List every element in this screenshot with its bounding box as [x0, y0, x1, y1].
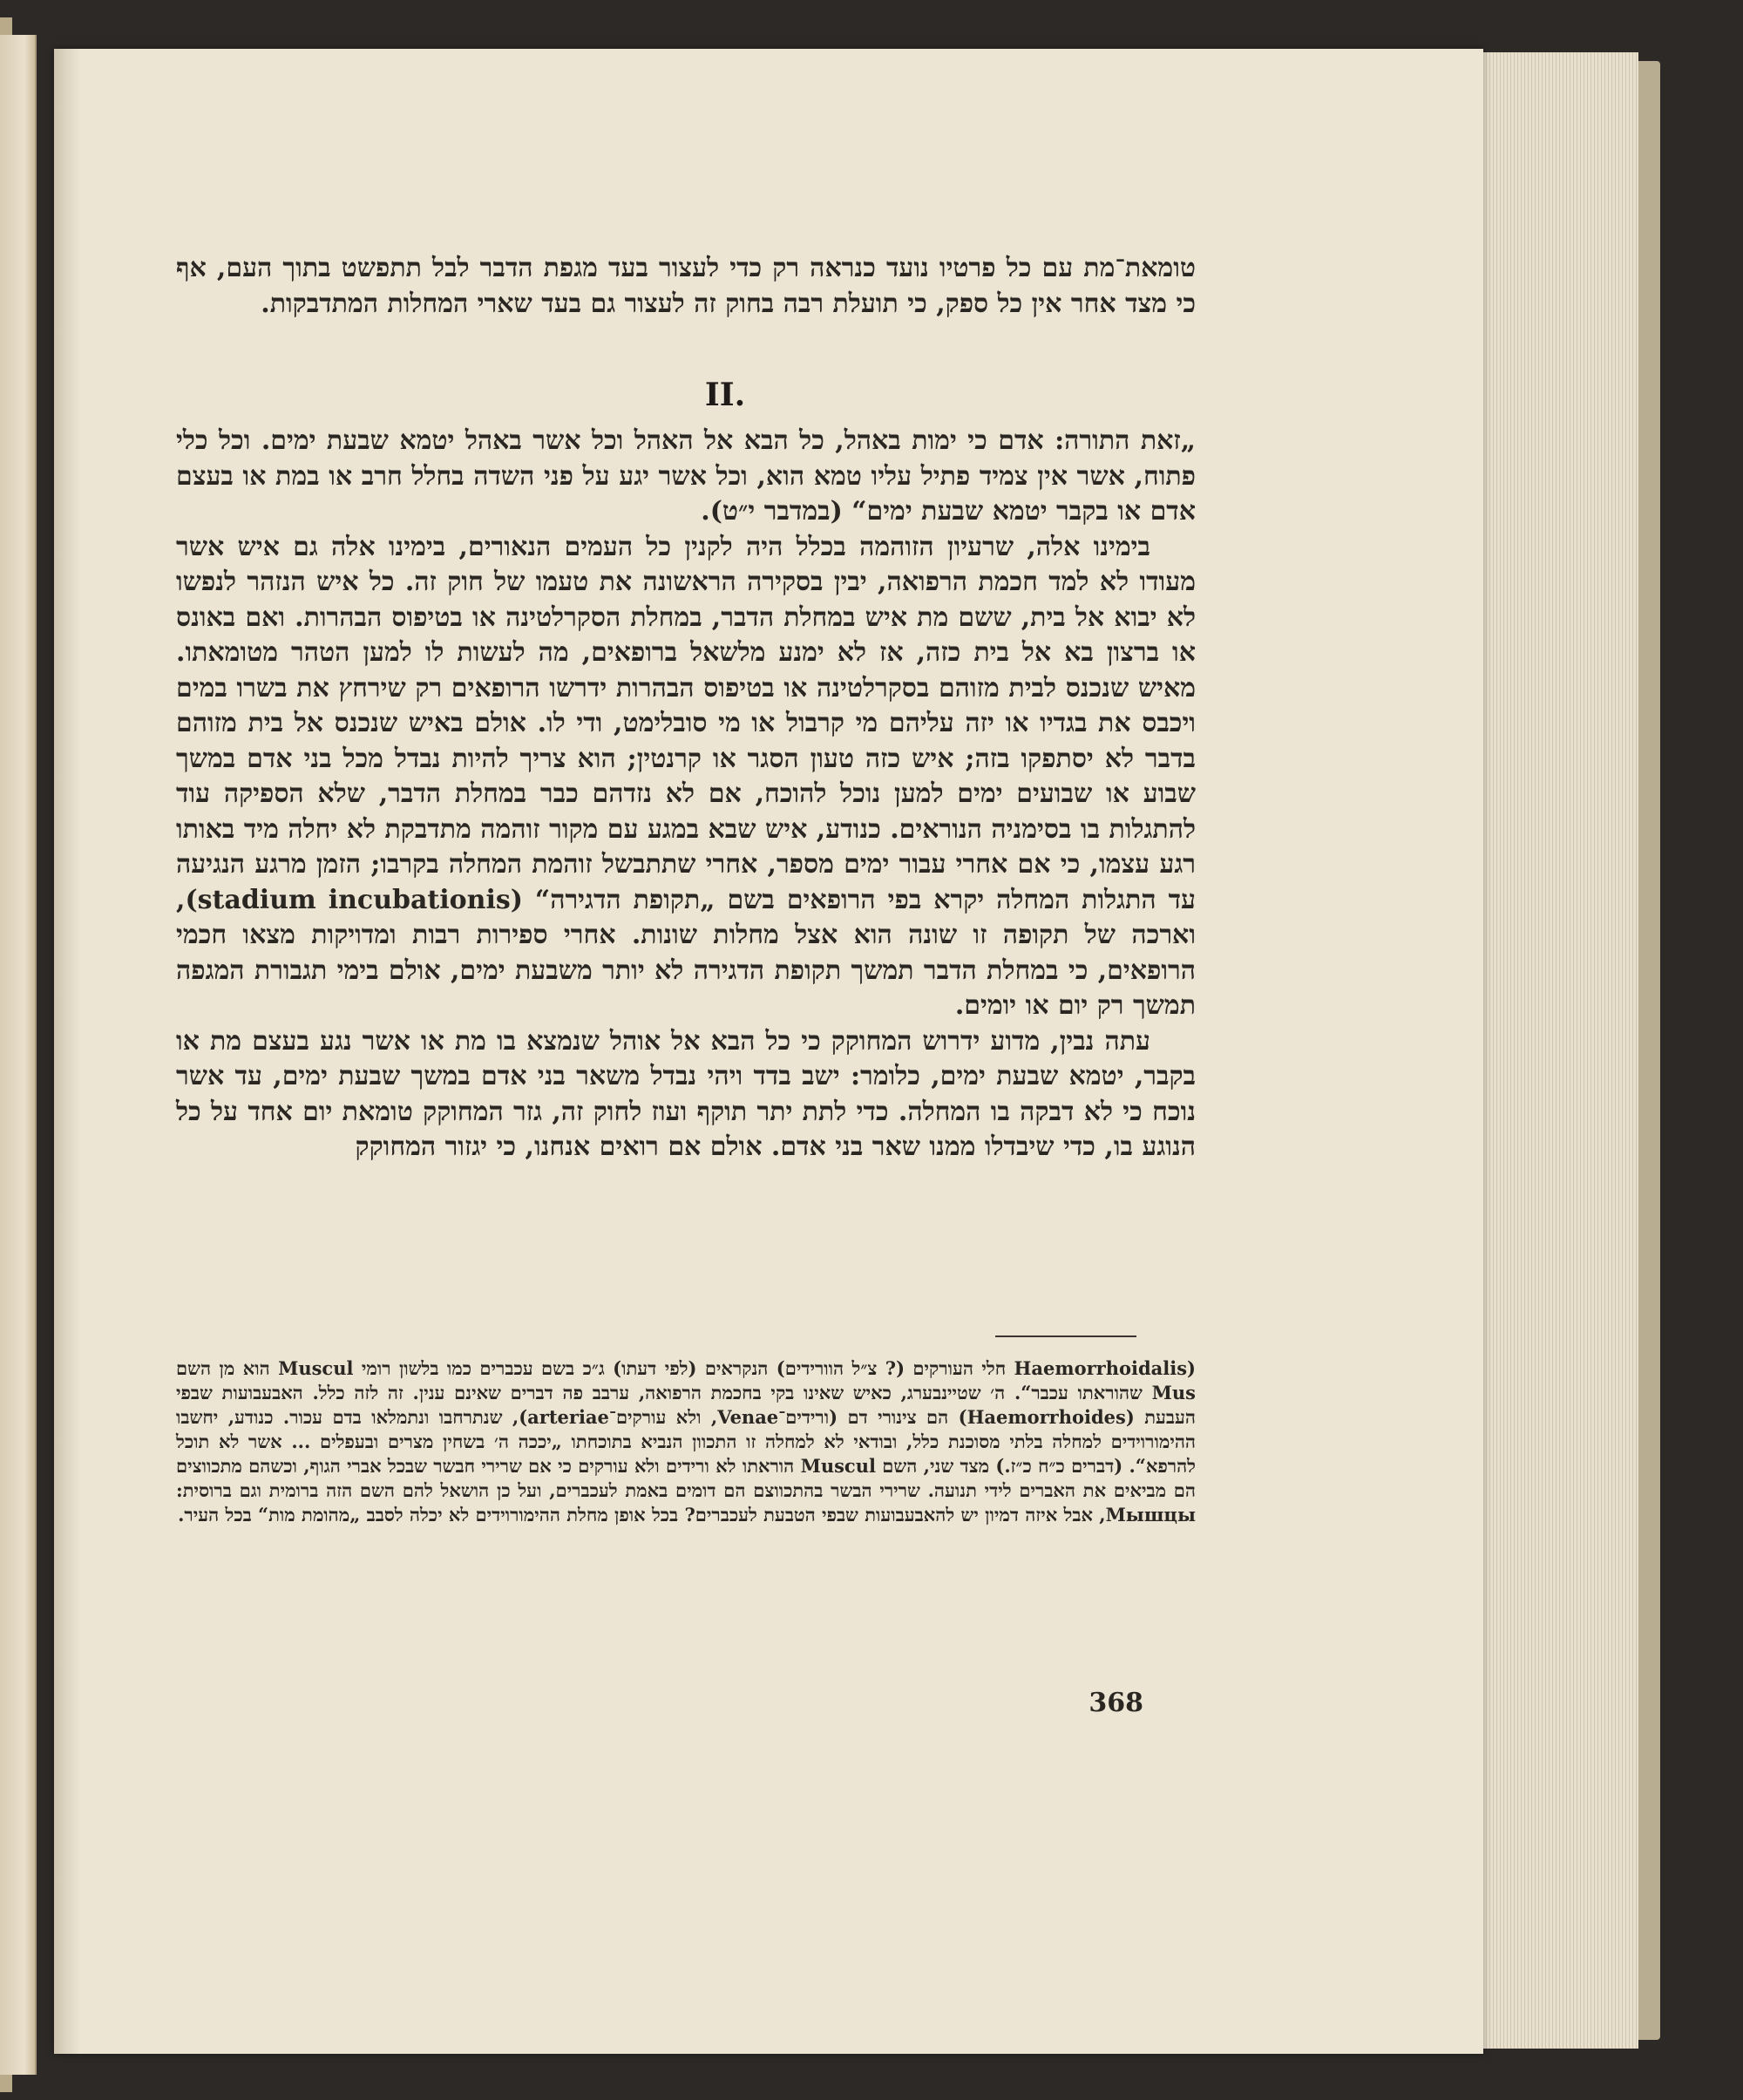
body-text-block — [176, 424, 1196, 1166]
footnote-rule — [995, 1335, 1136, 1337]
body-paragraph-1: בימינו אלה, שרעיון הזוהמה בכלל היה לקנין כל העמים הנאורים, בימינו אלה גם איש אשר מעודו לא למד חכמת הרפואה, יבין בסקירה הראשונה את טעמו של חוק זה. כל איש הנזהר לנפשו לא יבוא אל בית, ששם מת איש במחלת הדבר, במחלת הסקרלטינה או בטיפוס הבהרות. ואם באונס או ברצון בא אל בית כזה, אז לא ימנע מלשאל ברופאים, מה לעשות לו למען הטהר מטומאתו. מאיש שנכנס לבית מזוהם בסקרלטינה או בטיפוס הבהרות ידרשו הרופאים רק שירחץ את בשרו במים ויכבס את בגדיו או יזה עליהם מי קרבול או מי סובלימט, ודי לו. אולם באיש שנכנס אל בית מזוהם בדבר לא יסתפקו בזה; איש כזה טעון הסגר או קרנטין; הוא צריך להיות נבדל מכל בני אדם במשך שבוע או שבועים ימים למען נוכל להוכח, אם לא נזדהם כבר במחלת הדבר, שלא הספיקה עוד להתגלות בו בסימניה הנוראים. כנודע, איש שבא במגע עם מקור זוהמה מתדבקת לא יחלה מיד באותו רגע עצמו, כי אם אחרי עבור ימים מספר, אחרי שתתבשל זוהמת המחלה בקרבו; הזמן מרגע הנגיעה עד התגלות המחלה יקרא בפי הרופאים בשם „תקופת הדגירה“ (stadium incubationis), וארכה של תקופה זו שונה הוא אצל מחלות שונות. אחרי ספירות רבות ומדויקות מצאו חכמי הרופאים, כי במחלת הדבר תמשך תקופת הדגירה לא יותר משבעת ימים, אולם בימי תגבורת המגפה תמשך רק יום או יומים. — [176, 531, 1196, 1021]
left-page-edge — [0, 35, 37, 2075]
section-heading: II. — [704, 377, 746, 413]
footnote-block — [176, 1356, 1196, 1527]
quote-paragraph: „זאת התורה: אדם כי ימות באהל, כל הבא אל האהל וכל אשר באהל יטמא שבעת ימים. וכל כלי פתוח, אשר אין צמיד פתיל עליו טמא הוא, וכל אשר יגע על פני השדה בחלל חרב או במת או בעצם אדם או בקבר יטמא שבעת ימים“ (במדבר י״ט). — [176, 425, 1196, 527]
top-text-block — [176, 251, 1196, 322]
page-number: 368 — [1089, 1688, 1143, 1718]
page-edges — [1473, 52, 1638, 2049]
book-page — [54, 49, 1483, 2054]
footnote-text: (Haemorrhoidalis חלי העורקים (? צ״ל הוורידים) הנקראים (לפי דעתו) ג״כ בשם עכברים כמו בלשון רומי Muscul הוא מן השם Mus שהוראתו עכבר“. ה׳ שטיינבערג, כאיש שאינו בקי בחכמת הרפואה, ערבב פה דברים שאינם ענין. זה לזה כלל. האבעבועות שבפי העבעת (Haemorrhoides) הם צינורי דם (ורידים־Venae, ולא עורקים־arteriae), שנתרחבו ונתמלאו בדם עכור. כנודע, יחשבו ההימורוידים למחלה בלתי מסוכנת כלל, ובודאי לא למחלה זו התכוון הנביא בתוכחתו „יככה ה׳ בשחין מצרים ובעפלים ... אשר לא תוכל להרפא“. (דברים כ״ח כ״ז.) מצד שני, השם Muscul הוראתו לא ורידים ולא עורקים כי אם שרירי חבשר שבכל אברי הגוף, וכשהם מתכווצים הם מביאים את האברים לידי תנועה. שרירי הבשר בהתכווצם הם דומים באמת לעכברים, ועל כן הושאל להם השם הזה ברומית וגם ברוסית: Мышцы, אבל איזה דמיון יש להאבעבועות שבפי הטבעת לעכברים? בכל אופן מחלת ההימורוידים לא יכלה לסבב „מהומת מות“ בכל העיר. — [176, 1357, 1197, 1526]
body-paragraph-2: עתה נבין, מדוע ידרוש המחוקק כי כל הבא אל אוהל שנמצא בו מת או אשר נגע בעצם מת או בקבר, יטמא שבעת ימים, כלומר: ישב בדד ויהי נבדל משאר בני אדם במשך שבעת ימים, עד אשר נוכח כי לא דבקה בו המחלה. כדי לתת יתר תוקף ועוז לחוק זה, גזר המחוקק טומאת יום אחד על כל הנוגע בו, כדי שיבדלו ממנו שאר בני אדם. אולם אם רואים אנחנו, כי יגזור המחוקק — [176, 1025, 1196, 1162]
top-paragraph: טומאת־מת עם כל פרטיו נועד כנראה רק כדי לעצור בעד מגפת הדבר לבל תתפשט בתוך העם, אף כי מצד אחר אין כל ספק, כי תועלת רבה בחוק זה לעצור גם בעד שארי המחלות המתדבקות. — [176, 253, 1196, 319]
